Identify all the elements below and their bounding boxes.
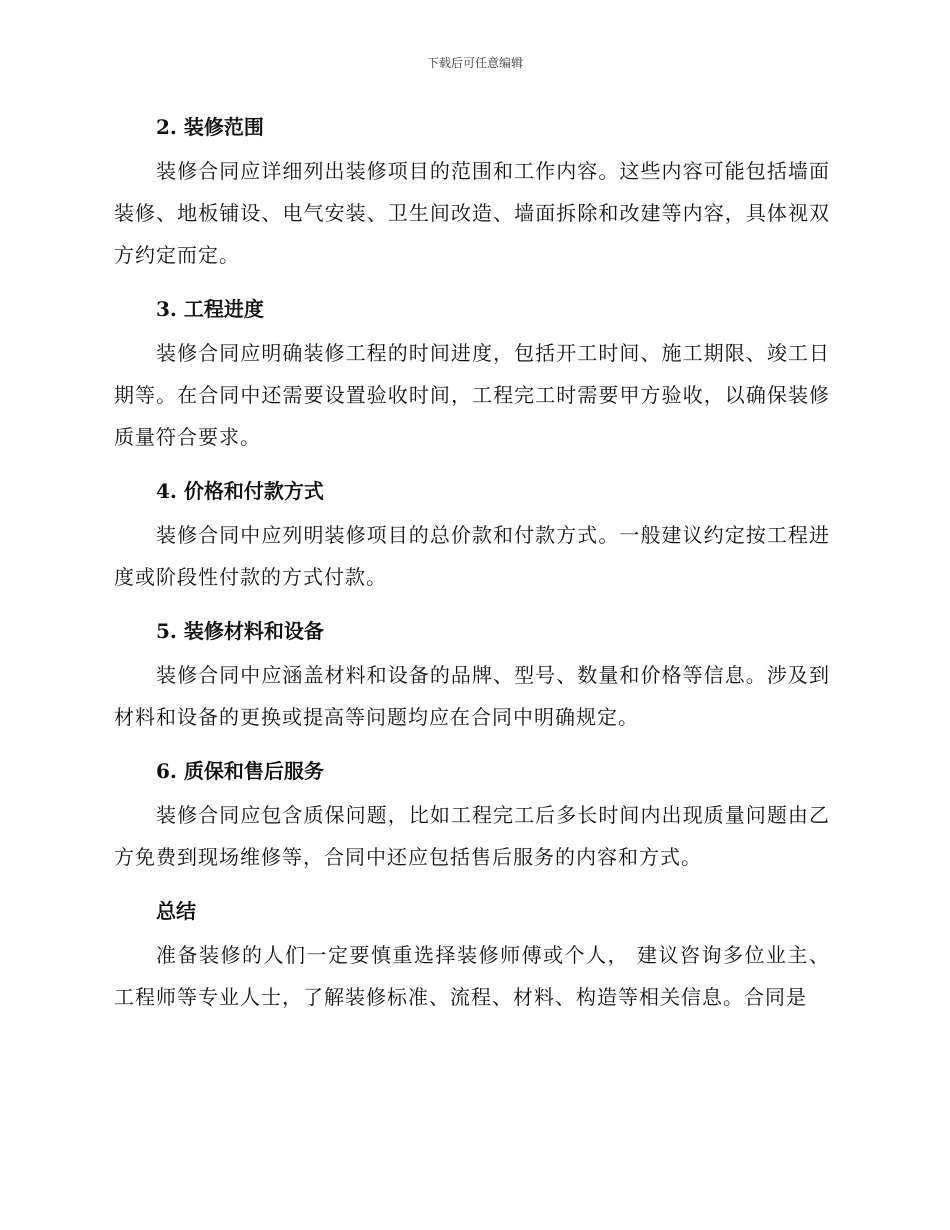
section-heading-schedule: 3. 工程进度 bbox=[156, 297, 264, 321]
document-body bbox=[114, 108, 830, 1032]
section-heading-scope: 2. 装修范围 bbox=[156, 115, 264, 139]
section-heading-warranty: 6. 质保和售后服务 bbox=[156, 759, 324, 783]
section-heading-payment: 4. 价格和付款方式 bbox=[156, 479, 324, 503]
section-text-materials: 装修合同中应涵盖材料和设备的品牌、型号、数量和价格等信息。涉及到材料和设备的更换或提高等问题均应在合同中明确规定。 bbox=[114, 663, 830, 729]
section-heading-materials: 5. 装修材料和设备 bbox=[156, 619, 324, 643]
page-header-note: 下载后可任意编辑 bbox=[426, 56, 523, 70]
section-text-warranty: 装修合同应包含质保问题，比如工程完工后多长时间内出现质量问题由乙方免费到现场维修等，合同中还应包括售后服务的内容和方式。 bbox=[114, 803, 830, 869]
section-text-summary: 准备装修的人们一定要慎重选择装修师傅或个人， 建议咨询多位业主、工程师等专业人士，了解装修标准、流程、材料、构造等相关信息。合同是 bbox=[114, 943, 830, 1009]
section-text-schedule: 装修合同应明确装修工程的时间进度，包括开工时间、施工期限、竣工日期等。在合同中还需要设置验收时间，工程完工时需要甲方验收，以确保装修质量符合要求。 bbox=[114, 341, 830, 449]
section-heading-summary: 总结 bbox=[156, 899, 196, 923]
section-text-payment: 装修合同中应列明装修项目的总价款和付款方式。一般建议约定按工程进度或阶段性付款的方式付款。 bbox=[114, 523, 830, 589]
section-text-scope: 装修合同应详细列出装修项目的范围和工作内容。这些内容可能包括墙面装修、地板铺设、电气安装、卫生间改造、墙面拆除和改建等内容，具体视双方约定而定。 bbox=[114, 159, 830, 267]
